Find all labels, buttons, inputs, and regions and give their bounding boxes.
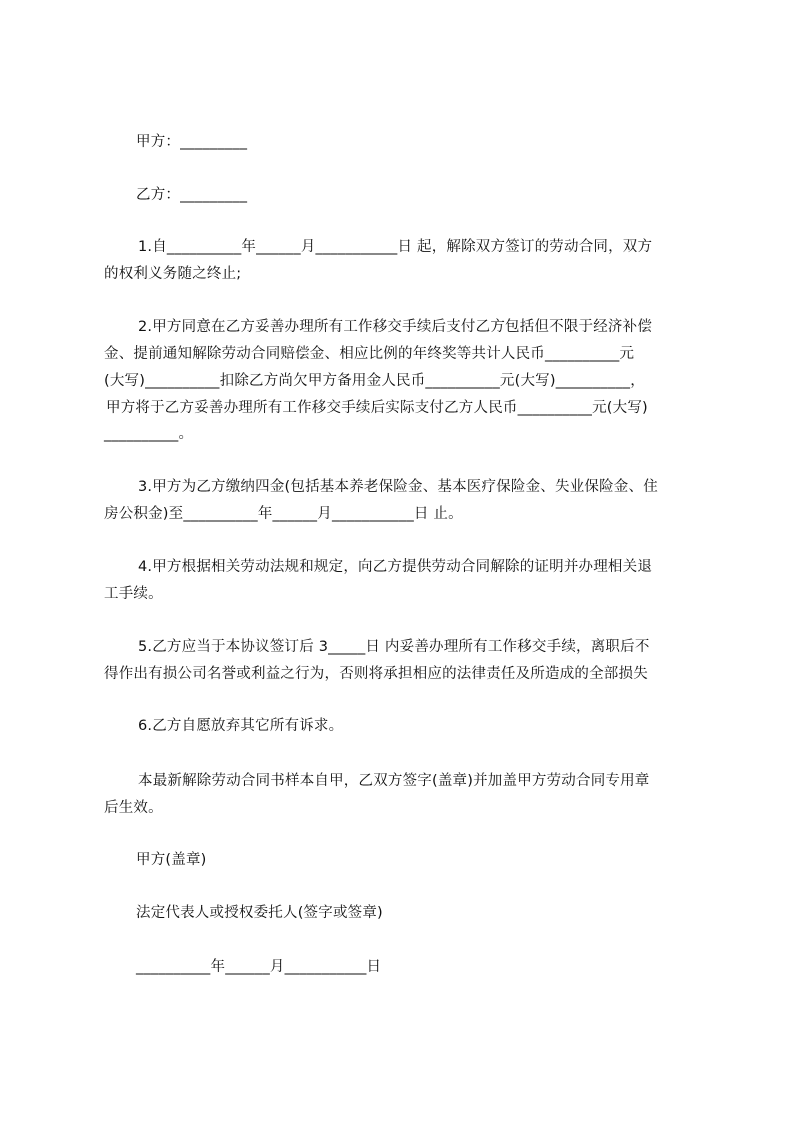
clause-6-line: 6.乙方自愿放弃其它所有诉求。 [138,718,344,734]
clause-5-line-1: 5.乙方应当于本协议签订后 3_____日 内妥善办理所有工作移交手续，离职后不 [138,639,650,655]
clause-3-line-2: 房公积金)至__________年______月___________日 止。 [104,506,463,522]
effect-line-1: 本最新解除劳动合同书样本自甲，乙双方签字(盖章)并加盖甲方劳动合同专用章 [138,773,650,789]
clause-2-line-1: 2.甲方同意在乙方妥善办理所有工作移交手续后支付乙方包括但不限于经济补偿 [138,319,653,335]
clause-3-line-1: 3.甲方为乙方缴纳四金(包括基本养老保险金、基本医疗保险金、失业保险金、住 [138,479,658,495]
clause-5-line-2: 得作出有损公司名誉或利益之行为，否则将承担相应的法律责任及所造成的全部损失 [104,666,648,682]
signature-date: __________年______月___________日 [136,959,382,975]
clause-1-line-2: 的权利义务随之终止; [104,266,242,282]
clause-2-line-5: __________。 [104,426,194,442]
party-a-line: 甲方：_________ [136,134,248,150]
clause-2-line-2: 金、提前通知解除劳动合同赔偿金、相应比例的年终奖等共计人民币__________元 [104,346,635,362]
signature-representative: 法定代表人或授权委托人(签字或签章) [136,905,383,921]
clause-4-line-2: 工手续。 [104,586,163,602]
clause-2-line-3: (大写)__________扣除乙方尚欠甲方备用金人民币__________元(大写)__________， [104,373,645,389]
party-b-line: 乙方：_________ [136,187,248,203]
clause-2-line-4: 甲方将于乙方妥善办理所有工作移交手续后实际支付乙方人民币__________元(大写) [106,400,648,416]
signature-party-a: 甲方(盖章) [136,852,207,868]
effect-line-2: 后生效。 [104,800,163,816]
clause-4-line-1: 4.甲方根据相关劳动法规和规定，向乙方提供劳动合同解除的证明并办理相关退 [138,559,653,575]
clause-1-line-1: 1.自__________年______月___________日 起，解除双方签订的劳动合同，双方 [138,239,653,255]
